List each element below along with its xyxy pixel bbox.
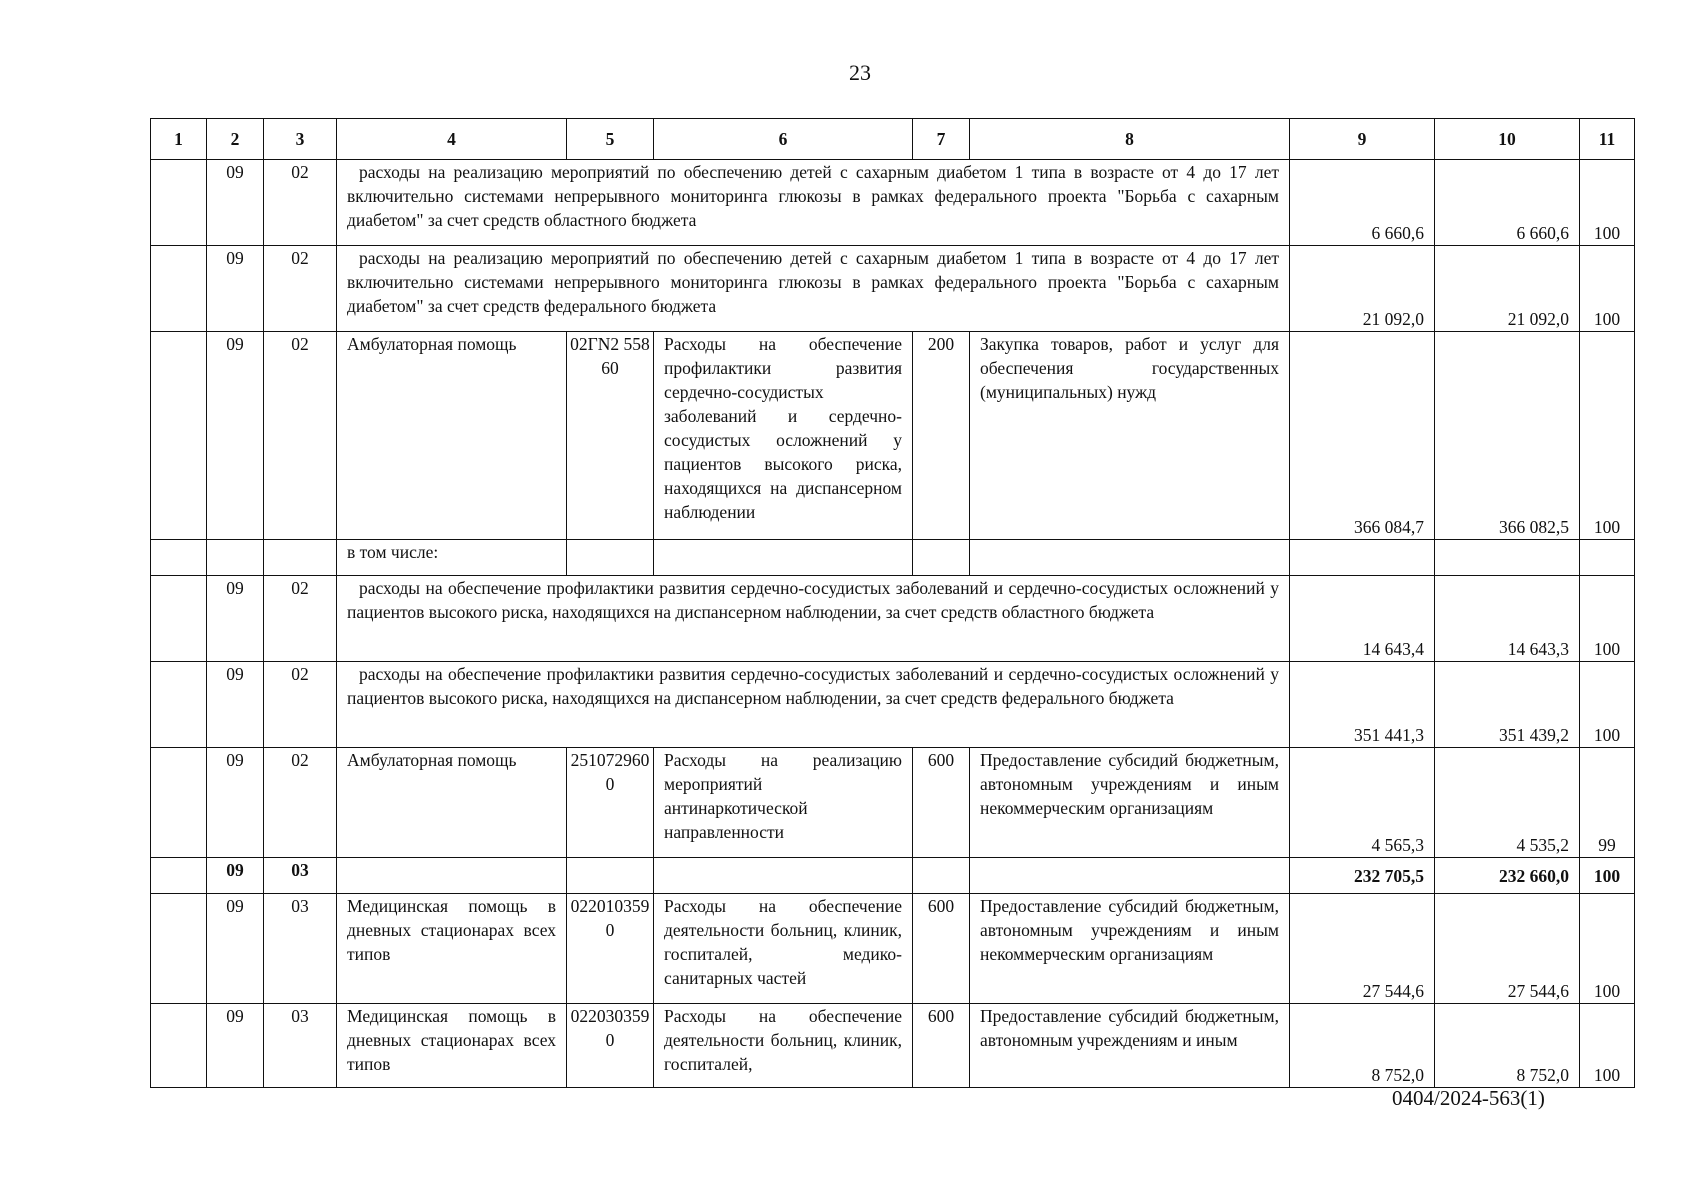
cell-percent: 100	[1580, 332, 1635, 540]
cell-target-code	[567, 858, 654, 894]
cell-percent: 99	[1580, 748, 1635, 858]
cell-expense-name: Расходы на обеспечение профилактики развития сердечно-сосудистых заболеваний и сердечно-сосудистых осложнений у пациентов высокого риска, находящихся на диспансерном наблюдении	[654, 332, 913, 540]
cell-planned: 351 441,3	[1290, 662, 1435, 748]
cell-expense-type-code: 600	[913, 894, 970, 1004]
column-header: 7	[913, 119, 970, 160]
cell-planned: 366 084,7	[1290, 332, 1435, 540]
cell-description: расходы на обеспечение профилактики развития сердечно-сосудистых заболеваний и сердечно-сосудистых осложнений у пациентов высокого риска, находящихся на диспансерном наблюдении, за счет средств областного бюджета	[337, 576, 1290, 662]
table-row	[151, 246, 1635, 332]
column-header: 8	[970, 119, 1290, 160]
cell-note: в том числе:	[337, 540, 567, 576]
cell-planned: 6 660,6	[1290, 160, 1435, 246]
cell-subsection: 03	[264, 1004, 337, 1088]
cell-section: 09	[207, 858, 264, 894]
cell-percent	[1580, 540, 1635, 576]
column-header: 1	[151, 119, 207, 160]
cell-planned: 232 705,5	[1290, 858, 1435, 894]
cell-activity: Медицинская помощь в дневных стационарах всех типов	[337, 1004, 567, 1088]
cell-col1	[151, 332, 207, 540]
table-row	[151, 576, 1635, 662]
cell-activity: Медицинская помощь в дневных стационарах всех типов	[337, 894, 567, 1004]
cell-section: 09	[207, 748, 264, 858]
column-header: 6	[654, 119, 913, 160]
cell-expense-type-name	[970, 540, 1290, 576]
cell-section	[207, 540, 264, 576]
cell-subsection: 02	[264, 576, 337, 662]
cell-subsection: 03	[264, 858, 337, 894]
cell-section: 09	[207, 332, 264, 540]
cell-executed: 4 535,2	[1435, 748, 1580, 858]
cell-expense-type-code: 600	[913, 748, 970, 858]
table-row	[151, 894, 1635, 1004]
page-number: 23	[849, 60, 871, 85]
table-row	[151, 160, 1635, 246]
cell-col1	[151, 858, 207, 894]
cell-expense-type-name	[970, 858, 1290, 894]
table-header-row	[151, 119, 1635, 160]
cell-executed: 232 660,0	[1435, 858, 1580, 894]
column-header: 5	[567, 119, 654, 160]
cell-planned: 4 565,3	[1290, 748, 1435, 858]
cell-expense-type-code: 600	[913, 1004, 970, 1088]
cell-subsection: 02	[264, 662, 337, 748]
cell-subsection: 02	[264, 332, 337, 540]
table-row	[151, 1004, 1635, 1088]
cell-expense-type-name: Закупка товаров, работ и услуг для обеспечения государственных (муниципальных) нужд	[970, 332, 1290, 540]
cell-section: 09	[207, 576, 264, 662]
cell-section: 09	[207, 662, 264, 748]
cell-expense-name: Расходы на обеспечение деятельности больниц, клиник, госпиталей, медико-санитарных частей	[654, 894, 913, 1004]
cell-executed: 27 544,6	[1435, 894, 1580, 1004]
cell-activity: Амбулаторная помощь	[337, 748, 567, 858]
cell-section: 09	[207, 894, 264, 1004]
cell-percent: 100	[1580, 576, 1635, 662]
cell-expense-name: Расходы на реализацию мероприятий антинаркотической направленности	[654, 748, 913, 858]
cell-col1	[151, 160, 207, 246]
cell-percent: 100	[1580, 1004, 1635, 1088]
cell-executed: 8 752,0	[1435, 1004, 1580, 1088]
cell-percent: 100	[1580, 246, 1635, 332]
cell-target-code: 0220103590	[567, 894, 654, 1004]
column-header: 9	[1290, 119, 1435, 160]
cell-description: расходы на реализацию мероприятий по обеспечению детей с сахарным диабетом 1 типа в возрасте от 4 до 17 лет включительно системами непрерывного мониторинга глюкозы в рамках федерального проекта "Борьба с сахарным диабетом" за счет средств областного бюджета	[337, 160, 1290, 246]
cell-planned: 27 544,6	[1290, 894, 1435, 1004]
cell-subsection: 02	[264, 748, 337, 858]
cell-col1	[151, 894, 207, 1004]
cell-col1	[151, 748, 207, 858]
cell-expense-type-name: Предоставление субсидий бюджетным, автономным учреждениям и иным	[970, 1004, 1290, 1088]
cell-expense-type-name: Предоставление субсидий бюджетным, автономным учреждениям и иным некоммерческим организациям	[970, 748, 1290, 858]
table-row	[151, 540, 1635, 576]
cell-percent: 100	[1580, 662, 1635, 748]
column-header: 10	[1435, 119, 1580, 160]
cell-planned: 21 092,0	[1290, 246, 1435, 332]
cell-expense-type-code	[913, 858, 970, 894]
table-row-total	[151, 858, 1635, 894]
cell-executed: 14 643,3	[1435, 576, 1580, 662]
cell-activity	[337, 858, 567, 894]
cell-expense-type-code	[913, 540, 970, 576]
cell-expense-name: Расходы на обеспечение деятельности больниц, клиник, госпиталей,	[654, 1004, 913, 1088]
cell-col1	[151, 576, 207, 662]
document-code: 0404/2024-563(1)	[1392, 1086, 1545, 1110]
cell-subsection: 02	[264, 160, 337, 246]
cell-expense-type-name: Предоставление субсидий бюджетным, автономным учреждениям и иным некоммерческим организациям	[970, 894, 1290, 1004]
table-row	[151, 332, 1635, 540]
cell-col1	[151, 662, 207, 748]
cell-executed: 21 092,0	[1435, 246, 1580, 332]
table-row	[151, 748, 1635, 858]
cell-description: расходы на реализацию мероприятий по обеспечению детей с сахарным диабетом 1 типа в возрасте от 4 до 17 лет включительно системами непрерывного мониторинга глюкозы в рамках федерального проекта "Борьба с сахарным диабетом" за счет средств федерального бюджета	[337, 246, 1290, 332]
cell-subsection	[264, 540, 337, 576]
cell-planned: 14 643,4	[1290, 576, 1435, 662]
cell-activity: Амбулаторная помощь	[337, 332, 567, 540]
cell-subsection: 03	[264, 894, 337, 1004]
cell-target-code: 0220303590	[567, 1004, 654, 1088]
cell-executed	[1435, 540, 1580, 576]
column-header: 11	[1580, 119, 1635, 160]
column-header: 4	[337, 119, 567, 160]
cell-description: расходы на обеспечение профилактики развития сердечно-сосудистых заболеваний и сердечно-сосудистых осложнений у пациентов высокого риска, находящихся на диспансерном наблюдении, за счет средств федерального бюджета	[337, 662, 1290, 748]
cell-section: 09	[207, 160, 264, 246]
cell-target-code: 02ГN2 55860	[567, 332, 654, 540]
cell-subsection: 02	[264, 246, 337, 332]
budget-table	[150, 118, 1635, 1088]
cell-target-code: 2510729600	[567, 748, 654, 858]
cell-percent: 100	[1580, 858, 1635, 894]
column-header: 3	[264, 119, 337, 160]
cell-percent: 100	[1580, 894, 1635, 1004]
cell-col1	[151, 246, 207, 332]
cell-col1	[151, 540, 207, 576]
cell-planned	[1290, 540, 1435, 576]
cell-executed: 366 082,5	[1435, 332, 1580, 540]
cell-executed: 6 660,6	[1435, 160, 1580, 246]
cell-executed: 351 439,2	[1435, 662, 1580, 748]
cell-target-code	[567, 540, 654, 576]
cell-expense-name	[654, 540, 913, 576]
cell-expense-name	[654, 858, 913, 894]
cell-section: 09	[207, 1004, 264, 1088]
column-header: 2	[207, 119, 264, 160]
cell-planned: 8 752,0	[1290, 1004, 1435, 1088]
cell-percent: 100	[1580, 160, 1635, 246]
cell-section: 09	[207, 246, 264, 332]
cell-expense-type-code: 200	[913, 332, 970, 540]
cell-col1	[151, 1004, 207, 1088]
table-row	[151, 662, 1635, 748]
